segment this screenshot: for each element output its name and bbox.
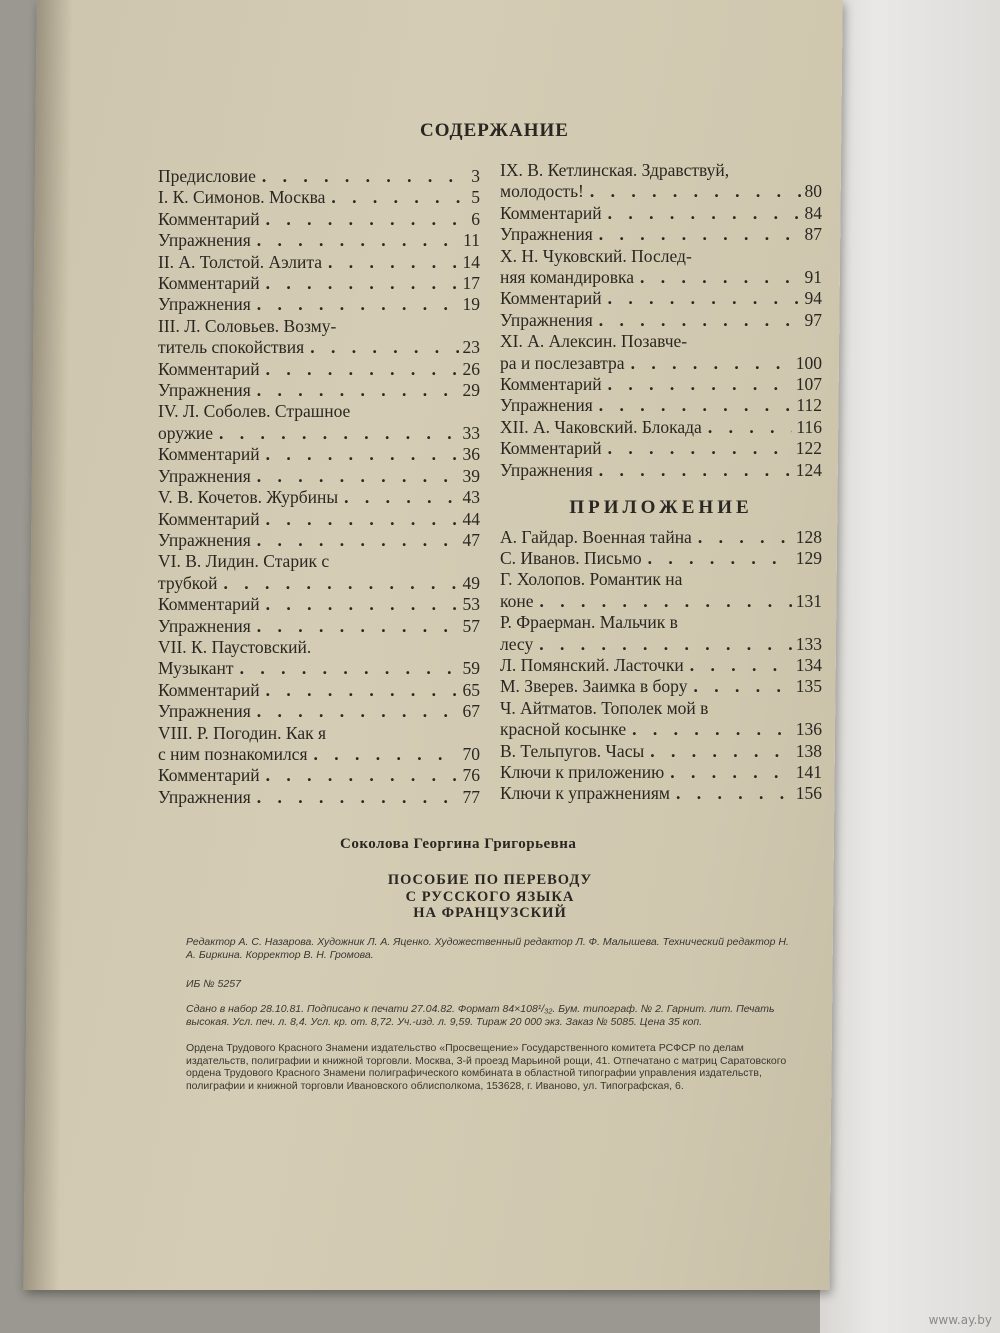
toc-leader-dots: [251, 380, 459, 401]
toc-entry: [158, 166, 480, 187]
toc-entry: [500, 676, 822, 697]
toc-entry-page: 138: [795, 740, 822, 761]
toc-entry-title: красной косынке: [500, 719, 627, 740]
imprint-ib-number: ИБ № 5257: [186, 978, 241, 990]
toc-entry-title: Ключи к приложению: [500, 761, 665, 782]
toc-entry-title: Л. Помянский. Ласточки: [500, 654, 684, 675]
toc-leader-dots: [260, 359, 459, 380]
toc-leader-dots: [625, 353, 792, 374]
toc-leader-dots: [260, 765, 459, 786]
toc-entry: [158, 466, 480, 487]
toc-entry-page: 70: [462, 743, 480, 764]
toc-entry: [158, 658, 480, 679]
toc-entry-page: 129: [795, 547, 822, 568]
toc-entry: [500, 548, 822, 569]
toc-entry: [158, 787, 480, 808]
toc-entry: [500, 395, 822, 416]
appendix-heading: ПРИЛОЖЕНИЕ: [569, 497, 753, 519]
author-name: Соколова Георгина Григорьевна: [340, 836, 577, 852]
toc-entry-page: 107: [795, 374, 822, 395]
toc-leader-dots: [338, 487, 458, 508]
toc-entry: [500, 698, 822, 719]
toc-entry: [158, 637, 480, 658]
toc-entry: [158, 294, 480, 315]
toc-entry: [500, 181, 822, 202]
toc-entry-page: 131: [795, 590, 822, 611]
toc-leader-dots: [251, 294, 459, 315]
toc-leader-dots: [251, 530, 459, 551]
imprint-publisher: Ордена Трудового Красного Знамени издательство «Просвещение» Государственного комитета РСФСР по делам издательств, полиграфии и книжной торговли. Москва, 3-й проезд Марьиной рощи, 41. Отпечатано с матриц Саратовского ордена Трудового Красного Знамени полиграфического комбината в областной типографии управления издательств, полиграфии и книжной торговли Ивановского облисполкома, 153628, г. Иваново, ул. Типографская, 6.: [186, 1042, 787, 1092]
toc-leader-dots: [260, 209, 468, 230]
toc-heading: СОДЕРЖАНИЕ: [420, 120, 569, 141]
toc-entry-title: Г. Холопов. Романтик на: [500, 569, 683, 590]
toc-entry-title: Комментарий: [158, 594, 260, 615]
toc-entry-page: 100: [795, 352, 822, 373]
toc-entry: [158, 209, 480, 230]
toc-entry-page: 134: [795, 654, 822, 675]
toc-entry: [500, 612, 822, 633]
toc-entry-title: Ключи к упражнениям: [500, 783, 670, 804]
toc-entry-title: М. Зверев. Заимка в бору: [500, 676, 688, 697]
toc-leader-dots: [626, 719, 792, 740]
toc-entry-page: 124: [795, 459, 822, 480]
toc-leader-dots: [602, 438, 792, 459]
toc-entry-page: 65: [462, 679, 480, 700]
toc-entry: [500, 353, 822, 374]
toc-entry: [500, 417, 822, 438]
toc-entry-title: Упражнения: [158, 615, 251, 636]
toc-entry-title: Комментарий: [158, 208, 260, 229]
toc-entry-title: Комментарий: [500, 374, 602, 395]
toc-entry-title: В. Тельпугов. Часы: [500, 740, 645, 761]
toc-entry-title: С. Иванов. Письмо: [500, 547, 642, 568]
toc-leader-dots: [593, 460, 792, 481]
book-title-line: ПОСОБИЕ ПО ПЕРЕВОДУ: [387, 872, 593, 888]
toc-leader-dots: [251, 616, 459, 637]
appendix-list: [500, 527, 822, 805]
toc-entry-page: 133: [795, 633, 822, 654]
toc-entry-page: 94: [804, 288, 822, 309]
toc-entry-title: IV. Л. Соболев. Страшное: [158, 401, 351, 422]
toc-entry: [158, 744, 480, 765]
toc-entry: [158, 187, 480, 208]
book-title-line: НА ФРАНЦУЗСКИЙ: [413, 905, 567, 921]
toc-leader-dots: [642, 548, 792, 569]
toc-right-column: [500, 160, 822, 805]
toc-leader-dots: [593, 224, 801, 245]
toc-leader-dots: [602, 288, 801, 309]
toc-entry-title: Комментарий: [158, 358, 260, 379]
toc-entry: [500, 591, 822, 612]
background-surface: [820, 0, 1000, 1333]
toc-leader-dots: [664, 762, 792, 783]
toc-entry-page: 14: [462, 251, 480, 272]
toc-entry: [158, 551, 480, 572]
toc-entry-page: 53: [462, 594, 480, 615]
toc-entry-title: Упражнения: [158, 529, 251, 550]
toc-leader-dots: [322, 252, 458, 273]
toc-entry-title: VIII. Р. Погодин. Как я: [158, 722, 327, 743]
toc-entry: [500, 267, 822, 288]
toc-leader-dots: [251, 466, 459, 487]
toc-entry-page: 39: [462, 465, 480, 486]
toc-entry-title: Комментарий: [158, 273, 260, 294]
toc-entry-title: Упражнения: [158, 294, 251, 315]
toc-entry-page: 141: [795, 761, 822, 782]
book-title-line: С РУССКОГО ЯЗЫКА: [405, 888, 575, 905]
toc-leader-dots: [325, 187, 467, 208]
toc-entry: [158, 380, 480, 401]
imprint-editors: Редактор А. С. Назарова. Художник Л. А. Яценко. Художественный редактор Л. Ф. Малышева. Технический редактор Н. А. Биркина. Корректор В. Н. Громова.: [186, 936, 789, 961]
toc-leader-dots: [634, 267, 801, 288]
toc-entry-page: 49: [462, 572, 480, 593]
toc-entry: [158, 765, 480, 786]
toc-entry-page: 80: [804, 181, 822, 202]
toc-entry-page: 47: [462, 529, 480, 550]
toc-entry-title: II. А. Толстой. Аэлита: [158, 251, 323, 272]
toc-entry: [500, 460, 822, 481]
toc-left-column: [158, 166, 480, 808]
toc-leader-dots: [593, 310, 801, 331]
toc-entry: [158, 680, 480, 701]
toc-entry-page: 67: [462, 701, 480, 722]
toc-entry-title: Комментарий: [500, 202, 602, 223]
toc-entry-page: 23: [462, 337, 480, 358]
toc-entry-title: титель спокойствия: [158, 337, 305, 358]
toc-entry: [500, 741, 822, 762]
page-spine-shadow: [23, 0, 73, 1290]
toc-entry-page: 87: [804, 224, 822, 245]
toc-entry-page: 128: [795, 526, 822, 547]
toc-entry-page: 156: [795, 783, 822, 804]
toc-entry-page: 77: [462, 786, 480, 807]
toc-entry-title: Р. Фраерман. Мальчик в: [500, 612, 678, 633]
toc-leader-dots: [692, 527, 792, 548]
toc-entry-title: Упражнения: [158, 786, 251, 807]
toc-leader-dots: [213, 423, 458, 444]
toc-leader-dots: [251, 701, 459, 722]
toc-entry-title: с ним познакомился: [158, 743, 308, 764]
toc-entry: [500, 719, 822, 740]
toc-entry-page: 136: [795, 719, 822, 740]
toc-leader-dots: [251, 787, 459, 808]
toc-entry: [500, 438, 822, 459]
toc-leader-dots: [308, 744, 459, 765]
toc-entry: [500, 569, 822, 590]
toc-entry-title: Упражнения: [500, 395, 593, 416]
toc-entry-page: 36: [462, 444, 480, 465]
toc-entry: [158, 509, 480, 530]
toc-entry-page: 17: [462, 273, 480, 294]
toc-entry-page: 116: [796, 416, 822, 437]
toc-entry: [158, 487, 480, 508]
toc-leader-dots: [602, 203, 801, 224]
toc-entry-page: 84: [804, 202, 822, 223]
toc-entry-page: 97: [804, 309, 822, 330]
toc-entry: [158, 616, 480, 637]
toc-entry: [158, 337, 480, 358]
toc-entry-title: няя командировка: [500, 267, 634, 288]
toc-entry-page: 76: [462, 765, 480, 786]
toc-entry: [158, 252, 480, 273]
toc-entry: [158, 573, 480, 594]
toc-entry-title: трубкой: [158, 572, 218, 593]
toc-entry: [158, 423, 480, 444]
toc-entry-page: 122: [795, 438, 822, 459]
toc-entry: [500, 634, 822, 655]
toc-entry-page: 26: [462, 358, 480, 379]
toc-entry-title: лесу: [500, 633, 534, 654]
toc-entry-title: Предисловие: [158, 166, 256, 186]
toc-entry: [158, 359, 480, 380]
toc-entry-title: VII. К. Паустовский.: [158, 636, 312, 657]
toc-entry-title: VI. В. Лидин. Старик с: [158, 551, 330, 572]
toc-entry: [500, 374, 822, 395]
toc-entry: [158, 701, 480, 722]
toc-entry-title: Упражнения: [500, 309, 593, 330]
toc-leader-dots: [593, 395, 793, 416]
toc-entry-title: I. К. Симонов. Москва: [158, 187, 326, 208]
toc-entry: [158, 444, 480, 465]
toc-entry: [500, 246, 822, 267]
toc-entry-title: оружие: [158, 422, 214, 443]
toc-leader-dots: [260, 273, 459, 294]
toc-leader-dots: [533, 634, 792, 655]
toc-entry-page: 91: [804, 267, 822, 288]
toc-entry-title: молодость!: [500, 181, 584, 202]
toc-entry-page: 33: [462, 422, 480, 443]
toc-entry: [500, 655, 822, 676]
toc-entry-title: Комментарий: [500, 438, 602, 459]
toc-entry-page: 135: [795, 676, 822, 697]
toc-leader-dots: [684, 655, 792, 676]
toc-leader-dots: [234, 658, 459, 679]
toc-entry-title: Упражнения: [158, 465, 251, 486]
toc-leader-dots: [584, 181, 801, 202]
toc-entry-title: А. Гайдар. Военная тайна: [500, 526, 692, 547]
toc-entry-title: Комментарий: [500, 288, 602, 309]
toc-entry-title: ра и послезавтра: [500, 352, 625, 373]
imprint-print-info: Сдано в набор 28.10.81. Подписано к печати 27.04.82. Формат 84×108¹/₃₂. Бум. типограф. № 2. Гарнит. лит. Печать высокая. Усл. печ. л. 8,4. Усл. кр. от. 8,72. Уч.-изд. л. 9,59. Тираж 20 000 экз. Заказ № 5085. Цена 35 коп.: [186, 1003, 775, 1028]
toc-entry: [158, 723, 480, 744]
toc-leader-dots: [702, 417, 793, 438]
toc-entry-title: Комментарий: [158, 508, 260, 529]
toc-entry-page: 112: [796, 395, 822, 416]
toc-leader-dots: [260, 509, 459, 530]
toc-right-list: [500, 160, 822, 481]
toc-entry: [158, 401, 480, 422]
toc-entry: [158, 230, 480, 251]
toc-entry-title: V. В. Кочетов. Журбины: [158, 487, 339, 508]
toc-leader-dots: [256, 166, 467, 187]
book-title: [360, 872, 620, 922]
toc-entry-page: 3: [471, 166, 480, 186]
toc-entry-title: Ч. Айтматов. Тополек мой в: [500, 697, 709, 718]
toc-entry: [158, 530, 480, 551]
toc-entry-page: 43: [462, 487, 480, 508]
toc-leader-dots: [251, 230, 459, 251]
watermark: www.ay.by: [928, 1313, 992, 1327]
toc-entry: [500, 203, 822, 224]
toc-entry-title: IX. В. Кетлинская. Здравствуй,: [500, 160, 730, 180]
toc-entry-page: 19: [462, 294, 480, 315]
toc-leader-dots: [687, 676, 791, 697]
toc-leader-dots: [260, 680, 459, 701]
toc-leader-dots: [260, 594, 459, 615]
toc-leader-dots: [644, 741, 792, 762]
toc-entry: [500, 762, 822, 783]
toc-entry-page: 44: [462, 508, 480, 529]
toc-entry: [158, 273, 480, 294]
toc-entry-title: Упражнения: [158, 380, 251, 401]
toc-entry: [500, 288, 822, 309]
toc-entry: [158, 316, 480, 337]
toc-entry-title: Упражнения: [158, 230, 251, 251]
toc-entry: [500, 527, 822, 548]
toc-entry-title: XII. А. Чаковский. Блокада: [500, 416, 702, 437]
toc-entry: [500, 160, 822, 181]
toc-entry-title: Комментарий: [158, 679, 260, 700]
toc-entry-page: 29: [462, 380, 480, 401]
toc-entry-title: XI. А. Алексин. Позавче-: [500, 331, 688, 352]
toc-leader-dots: [304, 337, 458, 358]
toc-entry-page: 57: [462, 615, 480, 636]
toc-leader-dots: [534, 591, 792, 612]
toc-entry-title: Упражнения: [500, 224, 593, 245]
toc-entry: [500, 224, 822, 245]
toc-entry-title: Упражнения: [500, 459, 593, 480]
toc-entry-title: III. Л. Соловьев. Возму-: [158, 315, 337, 336]
toc-leader-dots: [260, 444, 459, 465]
toc-leader-dots: [670, 783, 792, 804]
toc-entry: [500, 310, 822, 331]
toc-entry-page: 5: [471, 187, 480, 208]
toc-entry-title: коне: [500, 590, 534, 611]
toc-entry-title: Комментарий: [158, 444, 260, 465]
toc-leader-dots: [218, 573, 459, 594]
toc-entry-page: 11: [463, 230, 480, 251]
toc-entry: [500, 331, 822, 352]
toc-entry-page: 6: [471, 208, 480, 229]
toc-entry-title: Комментарий: [158, 765, 260, 786]
toc-leader-dots: [602, 374, 792, 395]
toc-entry-page: 59: [462, 658, 480, 679]
toc-entry-title: Музыкант: [158, 658, 234, 679]
toc-entry-title: Упражнения: [158, 701, 251, 722]
toc-entry-title: X. Н. Чуковский. Послед-: [500, 245, 692, 266]
toc-entry: [158, 594, 480, 615]
toc-entry: [500, 783, 822, 804]
